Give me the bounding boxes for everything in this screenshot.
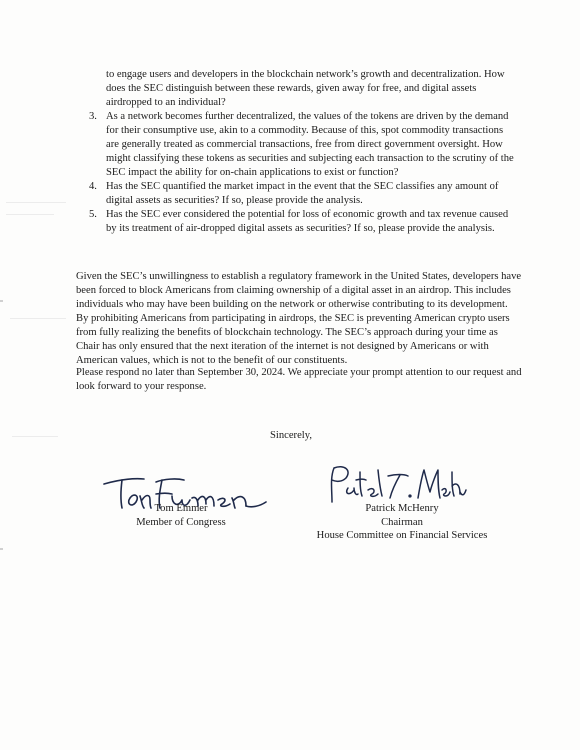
scan-artifact [0,300,3,302]
question-text: Has the SEC ever considered the potential for loss of economic growth and tax revenue caused by its treatment of air-dropped digital assets as securities? If so, please provide the analysis. [106,209,509,234]
question-2-continuation [106,68,516,110]
question-item [76,208,516,236]
question-item [76,180,516,208]
question-item [76,110,516,180]
question-text: As a network becomes further decentralized, the values of the tokens are driven by the demand for their consumptive use, akin to a commodity. Because of this, spot commodity transactions are generally treated as commercial transactions, free from direct government oversight. How might classifying these tokens as securities and subjecting each transaction to the scrutiny of the SEC impact the ability for on-chain applications to exist or function? [106,111,514,178]
closing: Sincerely, [270,430,312,441]
framework-paragraph: Given the SEC’s unwillingness to establish a regulatory framework in the United States, developers have been forced to block Americans from claiming ownership of a digital asset in an airdrop. This includes individuals who may have been building on the network or otherwise contributing to its development. By prohibiting Americans from participating in airdrops, the SEC is preventing American crypto users from fully realizing the benefits of blockchain technology. The SEC’s approach during your time as Chair has only ensured that the next iteration of the internet is not designed by Americans or with American values, which is not to the benefit of our constituents. [76,271,522,366]
signatory-name: Tom Emmer [154,503,208,514]
scan-artifact [0,548,3,550]
question-text: Has the SEC quantified the market impact in the event that the SEC classifies any amount of digital assets as securities? If so, please provide the analysis. [106,181,499,206]
questions-list [76,110,516,236]
scan-artifact [12,436,58,437]
question-number: 4. [89,181,97,192]
signatory-patrick-mchenry [304,502,500,543]
response-request-paragraph: Please respond no later than September 30, 2024. We appreciate your prompt attention to our request and look forward to your response. [76,367,522,392]
scan-artifact [6,202,66,203]
signatory-tom-emmer [120,502,242,529]
continuation-text: to engage users and developers in the blockchain network’s growth and decentralization. How does the SEC distinguish between these rewards, given away for free, and digital assets airdropped to an individual? [106,69,505,108]
scan-artifact [6,214,54,215]
signatory-name: Patrick McHenry [365,503,439,514]
signatory-committee: House Committee on Financial Services [316,530,488,541]
scan-artifact [10,318,66,319]
question-number: 5. [89,209,97,220]
signatory-title: Chairman [381,516,423,528]
signatory-title: Member of Congress [136,516,226,528]
question-number: 3. [89,111,97,122]
